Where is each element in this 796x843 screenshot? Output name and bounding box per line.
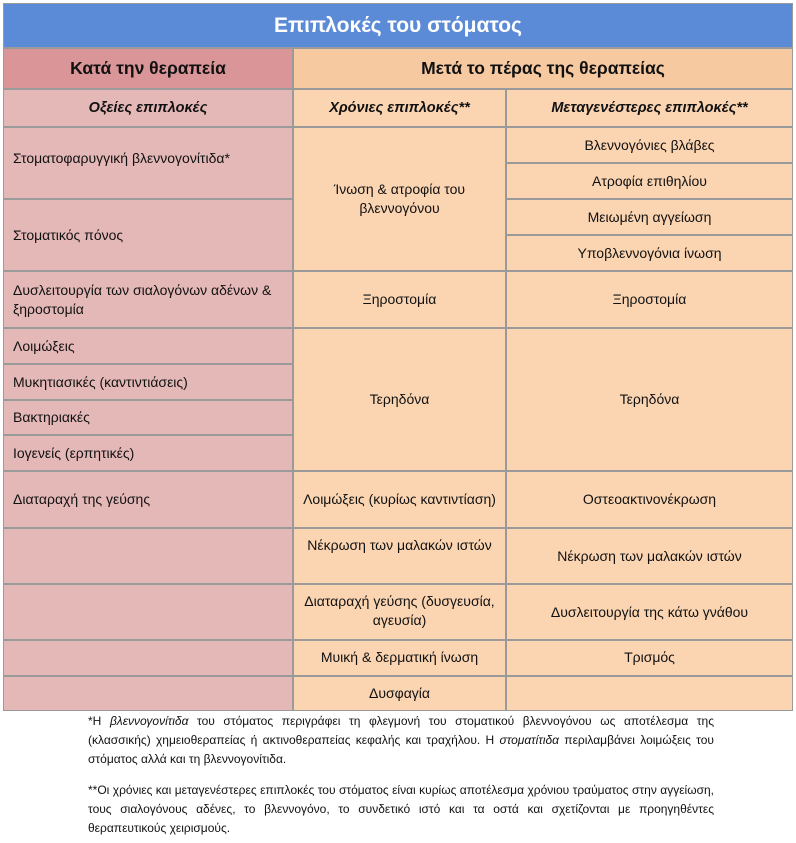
late-item: Τερηδόνα <box>506 328 793 471</box>
complications-table <box>3 3 793 711</box>
acute-item: Μυκητιασικές (καντιντιάσεις) <box>3 364 293 400</box>
chronic-item: Ίνωση & ατροφία του βλεννογόνου <box>293 127 506 271</box>
late-item: Ατροφία επιθηλίου <box>506 163 793 199</box>
footnote-chronic-late: **Οι χρόνιες και μεταγενέστερες επιπλοκές του στόματος είναι κυρίως αποτέλεσμα χρόνιου τραύματος στην αγγείωση, τους σιαλογόνους αδένες, το βλεννογόνο, το συνδετικό ιστό και τα οστά και σχετίζονται με προηγηθέντες θεραπευτικούς χειρισμούς. <box>88 783 714 835</box>
subheader-chronic: Χρόνιες επιπλοκές** <box>293 89 506 127</box>
acute-item: Βακτηριακές <box>3 400 293 435</box>
chronic-item: Διαταραχή γεύσης (δυσγευσία, αγευσία) <box>293 584 506 640</box>
chronic-item: Νέκρωση των μαλακών ιστών <box>293 528 506 584</box>
late-item <box>506 676 793 711</box>
acute-item: Ιογενείς (ερπητικές) <box>3 435 293 471</box>
chronic-item: Τερηδόνα <box>293 328 506 471</box>
footnote-term: βλεννογονίτιδα <box>109 714 189 728</box>
subheader-acute: Οξείες επιπλοκές <box>3 89 293 127</box>
acute-item: Στοματικός πόνος <box>3 199 293 271</box>
acute-item: Δυσλειτουργία των σιαλογόνων αδένων & ξηροστομία <box>3 271 293 328</box>
acute-item <box>3 676 293 711</box>
late-item: Ξηροστομία <box>506 271 793 328</box>
chronic-item: Μυική & δερματική ίνωση <box>293 640 506 676</box>
footnote-mucositis <box>88 712 714 769</box>
chronic-item: Δυσφαγία <box>293 676 506 711</box>
acute-item: Διαταραχή της γεύσης <box>3 471 293 528</box>
late-item: Οστεοακτινονέκρωση <box>506 471 793 528</box>
late-item: Νέκρωση των μαλακών ιστών <box>506 528 793 584</box>
acute-item <box>3 528 293 584</box>
late-item: Βλεννογόνιες βλάβες <box>506 127 793 163</box>
table-title: Επιπλοκές του στόματος <box>3 3 793 48</box>
footnotes <box>88 712 714 838</box>
footnote-text: του στόματος περιγράφει τη φλεγμονή του στοματικού βλεννογόνου ως αποτέλεσμα της (κλασσικής) χημειοθεραπείας ή ακτινοθεραπείας κεφαλής και τραχήλου. Η <box>88 714 714 747</box>
late-item: Τρισμός <box>506 640 793 676</box>
header-during-therapy: Κατά την θεραπεία <box>3 48 293 89</box>
chronic-item: Ξηροστομία <box>293 271 506 328</box>
chronic-item: Λοιμώξεις (κυρίως καντιντίαση) <box>293 471 506 528</box>
late-item: Υποβλεννογόνια ίνωση <box>506 235 793 271</box>
footnote-text: περιλαμβάνει λοιμώξεις του στόματος αλλά και τη βλεννογονίτιδα. <box>88 733 714 766</box>
footnote-text: *Η <box>88 714 110 728</box>
late-item: Μειωμένη αγγείωση <box>506 199 793 235</box>
acute-item: Στοματοφαρυγγική βλεννογονίτιδα* <box>3 127 293 199</box>
late-item: Δυσλειτουργία της κάτω γνάθου <box>506 584 793 640</box>
acute-item: Λοιμώξεις <box>3 328 293 364</box>
acute-item <box>3 584 293 640</box>
footnote-term: στοματίτιδα <box>499 733 559 747</box>
acute-item <box>3 640 293 676</box>
subheader-late: Μεταγενέστερες επιπλοκές** <box>506 89 793 127</box>
header-after-therapy: Μετά το πέρας της θεραπείας <box>293 48 793 89</box>
